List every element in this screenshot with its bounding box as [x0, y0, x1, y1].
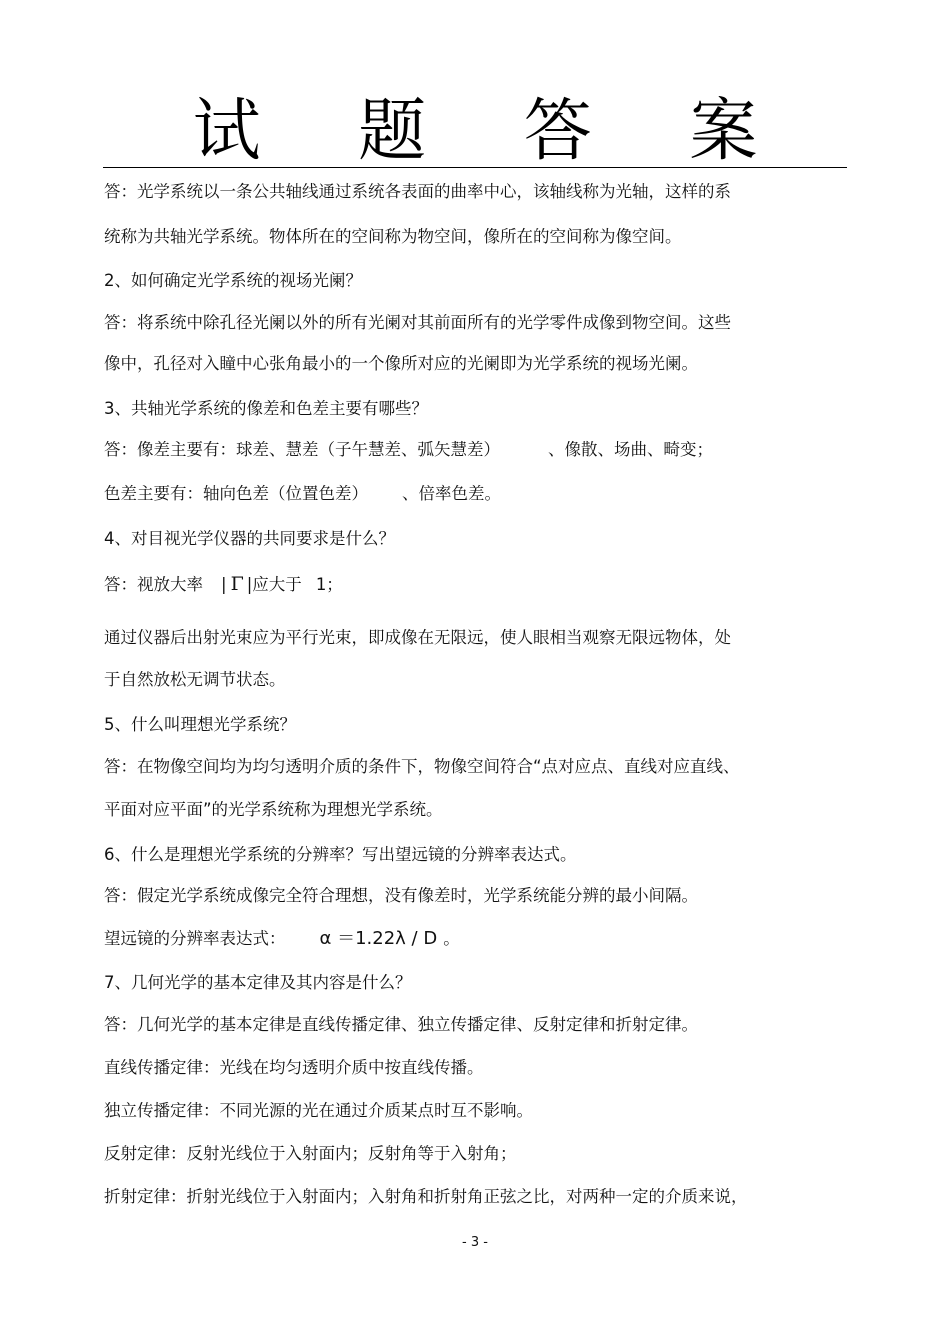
chromatic-list: 色差主要有：轴向色差（位置色差） — [104, 484, 368, 503]
answer-3-line-1 — [104, 438, 713, 462]
question-3: 3、共轴光学系统的像差和色差主要有哪些？ — [104, 399, 428, 418]
gamma-symbol: Γ — [230, 573, 244, 595]
answer-1-line-1: 答：光学系统以一条公共轴线通过系统各表面的曲率中心，该轴线称为光轴，这样的系 — [104, 182, 731, 201]
answer-4-line-2: 通过仪器后出射光束应为平行光束，即成像在无限远，使人眼相当观察无限远物体，处 — [104, 628, 731, 647]
answer-4-line-3: 于自然放松无调节状态。 — [104, 670, 286, 689]
magnification-label: 答：视放大率 — [104, 575, 203, 594]
chromatic-list-cont: 、倍率色差。 — [402, 484, 501, 503]
law-independent: 独立传播定律：不同光源的光在通过介质某点时互不影响。 — [104, 1101, 533, 1120]
answer-1-line-2: 统称为共轴光学系统。物体所在的空间称为物空间，像所在的空间称为像空间。 — [104, 227, 682, 246]
value-one: 1； — [315, 575, 343, 594]
answer-2-line-1: 答：将系统中除孔径光阑以外的所有光阑对其前面所有的光学零件成像到物空间。这些 — [104, 313, 731, 332]
page-title: 试 题 答 案 — [192, 92, 796, 171]
question-2: 2、如何确定光学系统的视场光阑？ — [104, 271, 362, 290]
answer-2-line-2: 像中，孔径对入瞳中心张角最小的一个像所对应的光阑即为光学系统的视场光阑。 — [104, 354, 698, 373]
law-straight-line: 直线传播定律：光线在均匀透明介质中按直线传播。 — [104, 1058, 484, 1077]
greater-than-text: |应大于 — [246, 575, 302, 594]
resolution-formula: α ＝1.22λ / D — [319, 928, 438, 949]
answer-6-line-2 — [104, 927, 460, 951]
title-divider — [103, 167, 847, 168]
formula-label: 望远镜的分辨率表达式： — [104, 929, 286, 948]
answer-3-line-2 — [104, 482, 501, 506]
law-refraction: 折射定律：折射光线位于入射面内；入射角和折射角正弦之比，对两种一定的介质来说， — [104, 1187, 748, 1206]
question-7: 7、几何光学的基本定律及其内容是什么？ — [104, 973, 412, 992]
law-reflection: 反射定律：反射光线位于入射面内；反射角等于入射角； — [104, 1144, 517, 1163]
aberration-list-cont: 、像散、场曲、畸变； — [548, 440, 713, 459]
answer-4-line-1 — [104, 572, 343, 597]
answer-5-line-1: 答：在物像空间均为均匀透明介质的条件下，物像空间符合“点对应点、直线对应直线、 — [104, 757, 740, 776]
answer-7-line-1: 答：几何光学的基本定律是直线传播定律、独立传播定律、反射定律和折射定律。 — [104, 1015, 698, 1034]
page-number: - 3 - — [462, 1235, 488, 1250]
answer-6-line-1: 答：假定光学系统成像完全符合理想，没有像差时，光学系统能分辨的最小间隔。 — [104, 886, 698, 905]
question-6: 6、什么是理想光学系统的分辨率？写出望远镜的分辨率表达式。 — [104, 845, 577, 864]
question-4: 4、对目视光学仪器的共同要求是什么？ — [104, 529, 395, 548]
aberration-list: 答：像差主要有：球差、慧差（子午慧差、弧矢慧差） — [104, 440, 500, 459]
formula-period: 。 — [443, 929, 460, 948]
question-5: 5、什么叫理想光学系统？ — [104, 715, 296, 734]
abs-bar-left: | — [221, 575, 227, 594]
answer-5-line-2: 平面对应平面”的光学系统称为理想光学系统。 — [104, 800, 443, 819]
